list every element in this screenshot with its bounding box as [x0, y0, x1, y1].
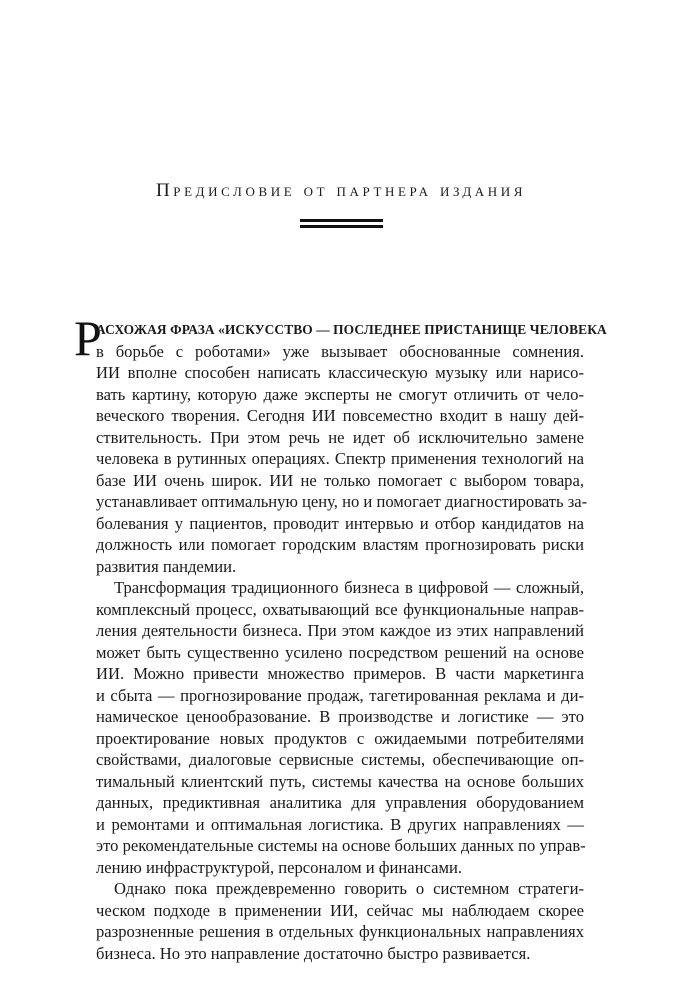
paragraph-line: ления деятельности бизнеса. При этом каждое из этих направлений: [96, 621, 584, 640]
paragraph-line: вать картину, которую даже эксперты не смогут отличить от чело-: [96, 384, 584, 404]
paragraph-line: бизнеса. Но это направление достаточно быстро развивается.: [96, 943, 531, 963]
paragraph-line: АСХОЖАЯ ФРАЗА «ИСКУССТВО — ПОСЛЕДНЕЕ ПРИСТАНИЩЕ ЧЕЛОВЕКА: [96, 322, 607, 337]
paragraph-line: человека в рутинных операциях. Спектр применения технологий на: [96, 449, 584, 468]
heading-rule-bottom: [300, 225, 383, 228]
paragraph-line: должность или помогает городским властям прогнозировать риски: [96, 535, 584, 554]
paragraph-line: комплексный процесс, охватывающий все функциональные направ-: [96, 599, 584, 619]
paragraph-line: базе ИИ очень широк. ИИ не только помогает с выбором товара,: [96, 470, 584, 490]
paragraph-line: тимальный клиентский путь, системы качества на основе больших: [96, 771, 584, 791]
paragraph-line: ческом подходе в применении ИИ, сейчас мы наблюдаем скорее: [96, 900, 584, 920]
paragraph-line: данных, предиктивная аналитика для управления оборудованием: [96, 793, 584, 812]
paragraph-line: развития пандемии.: [96, 556, 237, 576]
paragraph-line: ствительность. При этом речь не идет об исключительно замене: [96, 427, 584, 447]
paragraph-line: это рекомендательные системы на основе больших данных по управ-: [96, 836, 586, 855]
paragraph-line: Однако пока преждевременно говорить о системном стратеги-: [114, 879, 584, 898]
paragraph-line: проектирование новых продуктов с ожидаемыми потребителями: [96, 728, 584, 748]
paragraph-line: ИИ. Можно привести множество примеров. В части маркетинга: [96, 664, 584, 683]
paragraph-line: болевания у пациентов, проводит интервью и отбор кандидатов на: [96, 513, 584, 533]
paragraph-1: [96, 319, 607, 577]
paragraph-line: устанавливает оптимальную цену, но и помогает диагностировать за-: [96, 492, 588, 511]
paragraph-line: и сбыта — прогнозирование продаж, тагетированная реклама и ди-: [96, 685, 584, 705]
paragraph-line: Трансформация традиционного бизнеса в цифровой — сложный,: [114, 578, 584, 597]
paragraph-2: [96, 577, 584, 878]
paragraph-line: может быть существенно усилено посредством решений на основе: [96, 642, 584, 662]
paragraph-3: [96, 878, 584, 964]
paragraph-line: веческого творения. Сегодня ИИ повсеместно входит в нашу дей-: [96, 406, 584, 425]
paragraph-line: свойствами, диалоговые сервисные системы, обеспечивающие оп-: [96, 750, 584, 769]
heading-rule-top: [300, 219, 383, 222]
drop-cap: Р: [74, 310, 102, 366]
paragraph-line: и ремонтами и оптимальная логистика. В других направлениях —: [96, 814, 584, 834]
section-heading: Предисловие от партнера издания: [155, 180, 527, 201]
body-text: [96, 319, 607, 964]
paragraph-line: разрозненные решения в отдельных функциональных направлениях: [96, 922, 584, 941]
paragraph-line: намическое ценообразование. В производстве и логистике — это: [96, 707, 584, 726]
paragraph-line: ИИ вполне способен написать классическую музыку или нарисо-: [96, 363, 584, 382]
paragraph-line: в борьбе с роботами» уже вызывает обоснованные сомнения.: [96, 341, 584, 361]
paragraph-line: лению инфраструктурой, персоналом и финансами.: [96, 857, 463, 877]
